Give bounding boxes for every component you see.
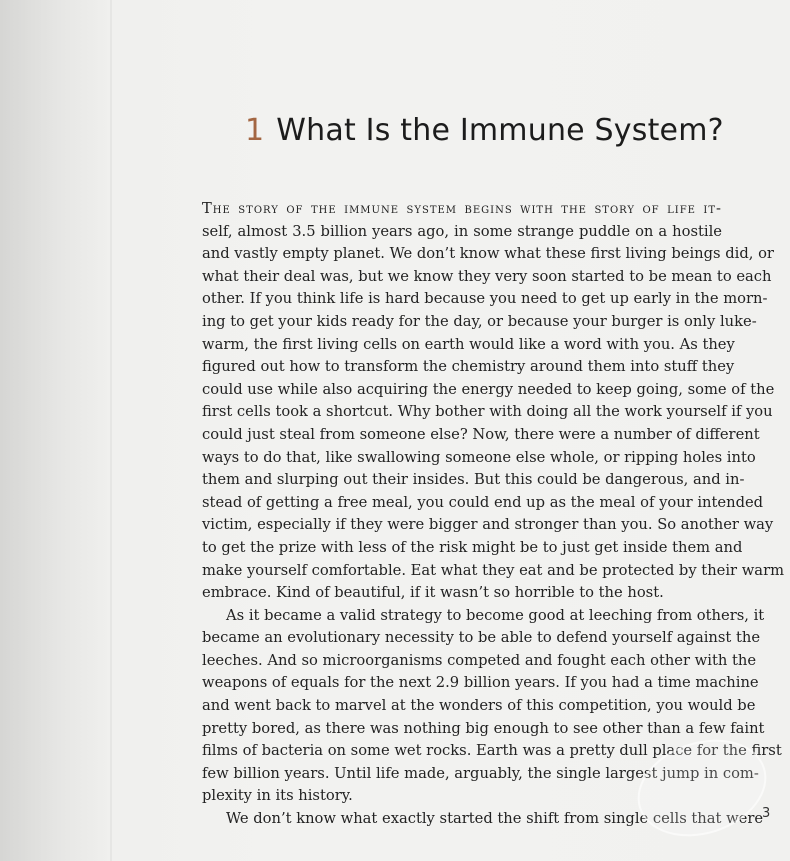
paragraph-2-line: films of bacteria on some wet rocks. Earth was a pretty dull place for the first xyxy=(202,742,782,760)
paragraph-2-line: leeches. And so microorganisms competed and fought each other with the xyxy=(202,651,757,669)
body-line: stead of getting a free meal, you could end up as the meal of your intended xyxy=(202,493,764,511)
body-line: and vastly empty planet. We don’t know what these first living beings did, or xyxy=(202,245,774,263)
body-line: to get the prize with less of the risk might be to just get inside them and xyxy=(202,538,743,556)
body-line: first cells took a shortcut. Why bother with doing all the work yourself if you xyxy=(202,403,773,421)
body-line: ing to get your kids ready for the day, or because your burger is only luke- xyxy=(202,312,757,330)
body-line: could use while also acquiring the energy needed to keep going, some of the xyxy=(202,380,775,398)
page-edge xyxy=(110,0,112,861)
body-line-lead: The story of the immune system begins with the story of life it- xyxy=(202,200,722,217)
body-line: could just steal from someone else? Now, there were a number of different xyxy=(202,425,760,443)
body-line: other. If you think life is hard because you need to get up early in the morn- xyxy=(202,290,768,308)
body-line: them and slurping out their insides. But this could be dangerous, and in- xyxy=(202,471,745,489)
paragraph-2-line: became an evolutionary necessity to be able to defend yourself against the xyxy=(202,629,761,647)
page-number: 3 xyxy=(762,806,771,821)
paragraph-2-line: As it became a valid strategy to become good at leeching from others, it xyxy=(226,606,765,624)
chapter-heading xyxy=(245,113,765,163)
paragraph-3-line: We don’t know what exactly started the shift from single cells that were xyxy=(226,810,764,828)
body-line: make yourself comfortable. Eat what they eat and be protected by their warm xyxy=(202,561,785,579)
body-line: ways to do that, like swallowing someone else whole, or ripping holes into xyxy=(202,448,756,466)
chapter-number: 1 xyxy=(245,113,265,148)
chapter-title: What Is the Immune System? xyxy=(276,113,724,148)
body-line: embrace. Kind of beautiful, if it wasn’t so horrible to the host. xyxy=(202,584,664,602)
paragraph-2-line: plexity in its history. xyxy=(202,787,353,805)
body-line: warm, the first living cells on earth would like a word with you. As they xyxy=(202,335,735,353)
body-line: victim, especially if they were bigger and stronger than you. So another way xyxy=(202,516,774,534)
body-text xyxy=(202,198,785,831)
body-line: figured out how to transform the chemistry around them into stuff they xyxy=(202,358,735,376)
body-line: self, almost 3.5 billion years ago, in some strange puddle on a hostile xyxy=(202,222,722,240)
paragraph-2-line: pretty bored, as there was nothing big enough to see other than a few faint xyxy=(202,719,765,737)
body-line: what their deal was, but we know they very soon started to be mean to each xyxy=(202,267,772,285)
paragraph-2-line: weapons of equals for the next 2.9 billion years. If you had a time machine xyxy=(202,674,759,692)
spine-shadow xyxy=(0,0,112,861)
paragraph-2-line: few billion years. Until life made, arguably, the single largest jump in com- xyxy=(202,764,759,782)
paragraph-2-line: and went back to marvel at the wonders of this competition, you would be xyxy=(202,697,756,715)
